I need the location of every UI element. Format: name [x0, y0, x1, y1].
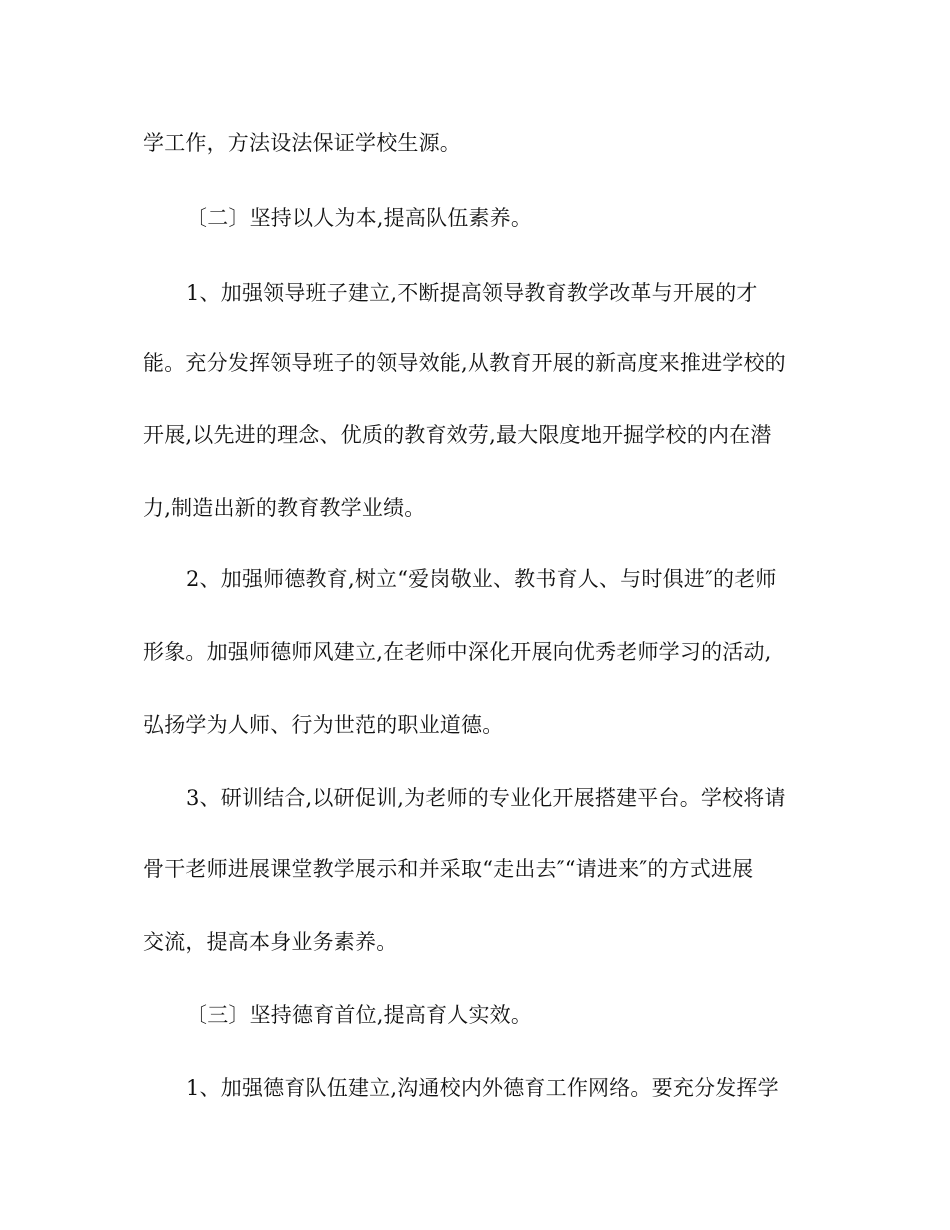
paragraph-line: 1、加强领导班子建立,不断提高领导教育教学改革与开展的才 [186, 281, 758, 305]
paragraph-line: 弘扬学为人师、行为世范的职业道德。 [143, 713, 504, 737]
paragraph-line: 学工作，方法设法保证学校生源。 [143, 131, 461, 155]
paragraph-line: 2、加强师德教育,树立“爱岗敬业、教书育人、与时俱进″的老师 [186, 567, 777, 591]
section-heading: 〔三〕坚持德育首位,提高育人实效。 [186, 1003, 533, 1027]
paragraph-line: 交流，提高本身业务素养。 [143, 930, 398, 954]
section-heading: 〔二〕坚持以人为本,提高队伍素养。 [186, 206, 533, 230]
paragraph-line: 力,制造出新的教育教学业绩。 [143, 496, 426, 520]
paragraph-line: 开展,以先进的理念、优质的教育效劳,最大限度地开掘学校的内在潜 [143, 423, 772, 447]
paragraph-line: 1、加强德育队伍建立,沟通校内外德育工作网络。要充分发挥学 [186, 1076, 779, 1100]
paragraph-line: 形象。加强师德师风建立,在老师中深化开展向优秀老师学习的活动, [143, 640, 772, 664]
paragraph-line: 3、研训结合,以研促训,为老师的专业化开展搭建平台。学校将请 [186, 786, 786, 810]
paragraph-line: 骨干老师进展课堂教学展示和并采取“走出去″“请进来″的方式进展 [143, 857, 754, 881]
paragraph-line: 能。充分发挥领导班子的领导效能,从教育开展的新高度来推进学校的 [143, 351, 786, 375]
